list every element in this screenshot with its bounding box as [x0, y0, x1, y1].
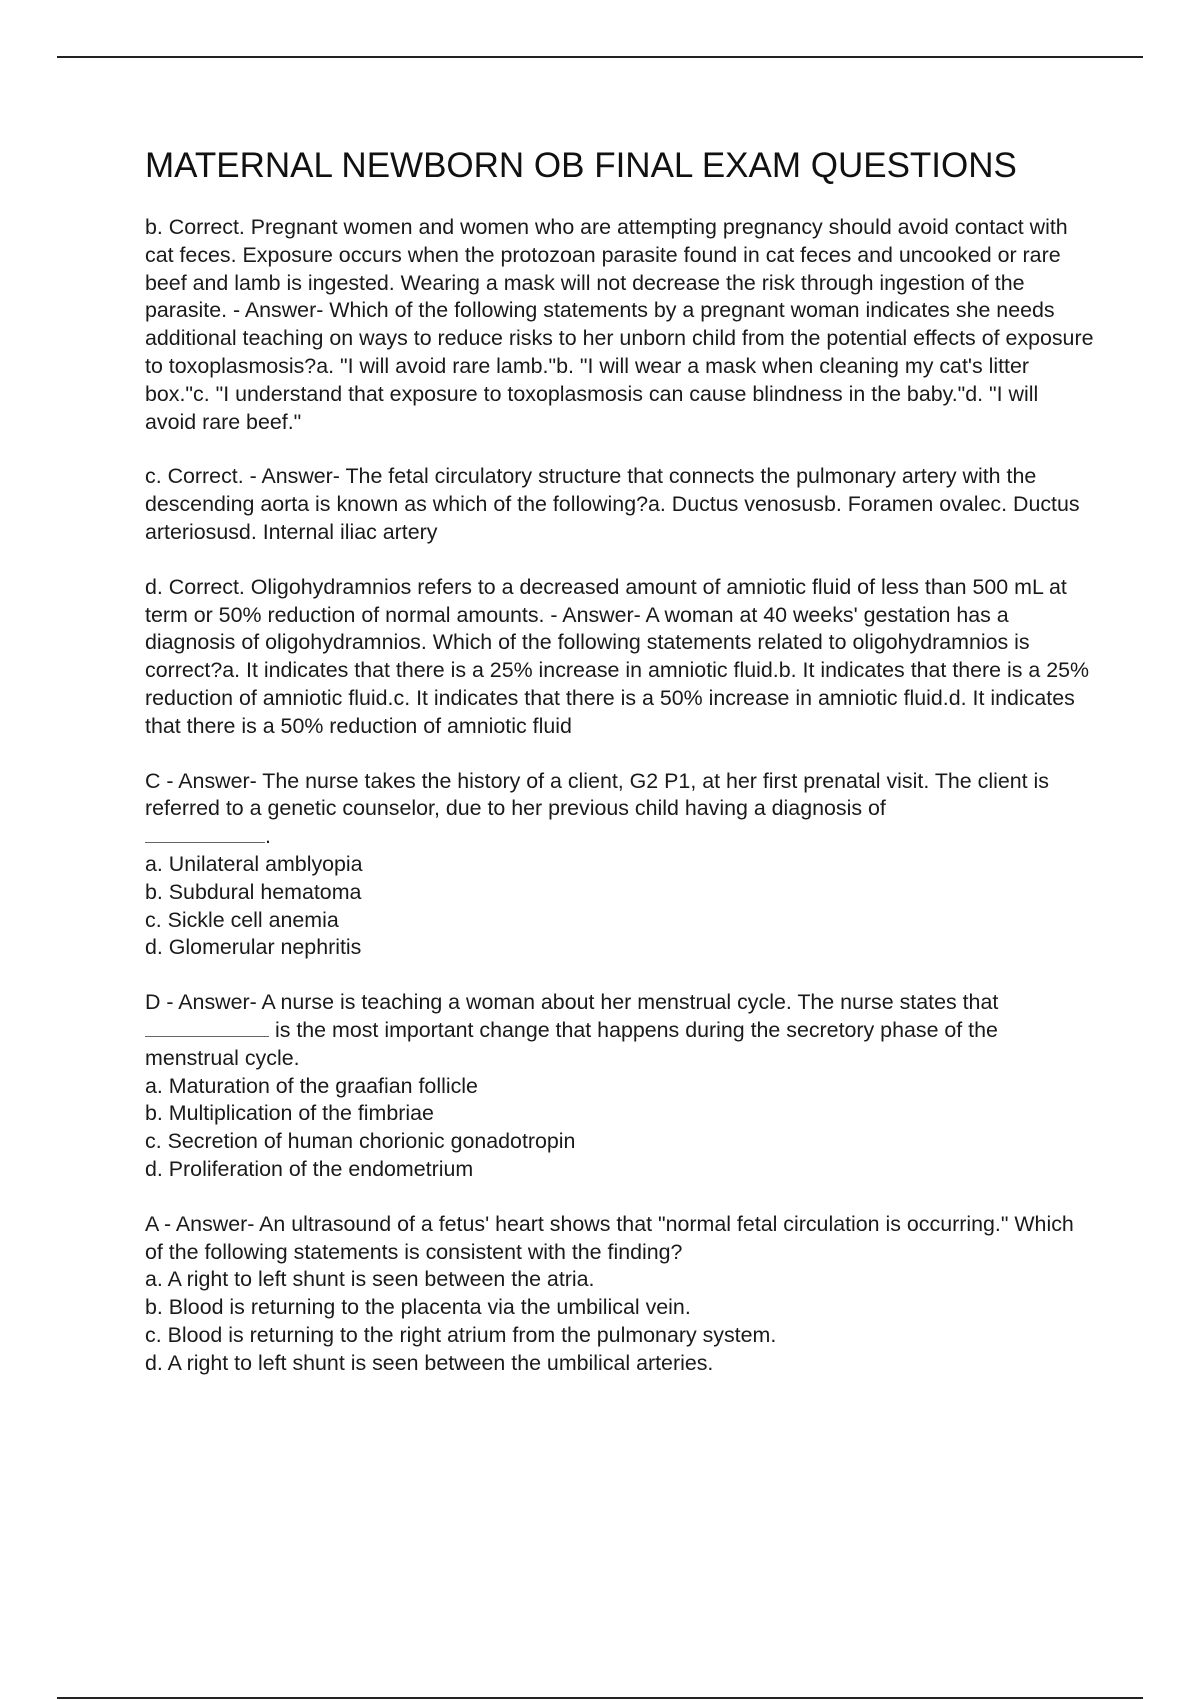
fill-in-blank — [145, 1036, 269, 1037]
qa-block-ductus — [145, 463, 1095, 546]
option-d: d. Proliferation of the endometrium — [145, 1156, 474, 1181]
qa-block-fetal-circulation — [145, 1211, 1095, 1378]
option-c: c. Sickle cell anemia — [145, 907, 339, 932]
option-b: b. Subdural hematoma — [145, 879, 362, 904]
option-c: c. Secretion of human chorionic gonadotropin — [145, 1129, 576, 1154]
option-c: c. Blood is returning to the right atrium from the pulmonary system. — [145, 1322, 777, 1347]
qa-block-toxoplasmosis — [145, 214, 1095, 436]
option-list — [145, 851, 1095, 962]
footer-rule — [57, 1697, 1143, 1699]
option-b: b. Multiplication of the fimbriae — [145, 1101, 434, 1126]
option-a: a. A right to left shunt is seen between the atria. — [145, 1267, 595, 1292]
option-a: a. Unilateral amblyopia — [145, 851, 363, 876]
option-list — [145, 1073, 1095, 1184]
option-list — [145, 1266, 1095, 1377]
qa-text — [145, 768, 1095, 851]
fill-in-blank — [145, 842, 265, 843]
qa-block-oligohydramnios — [145, 574, 1095, 741]
header-rule — [57, 56, 1143, 58]
question-text: C - Answer- The nurse takes the history of a client, G2 P1, at her first prenatal visit. The client is referred to a genetic counselor, due to her previous child having a diagnosis of — [145, 768, 1049, 821]
option-d: d. Glomerular nephritis — [145, 935, 362, 960]
option-d: d. A right to left shunt is seen between the umbilical arteries. — [145, 1350, 714, 1375]
qa-block-menstrual-cycle — [145, 989, 1095, 1184]
qa-text: c. Correct. - Answer- The fetal circulatory structure that connects the pulmonary artery with the descending aorta is known as which of the following?a. Ductus venosusb. Foramen ovalec. Ductus arteriosusd. Internal iliac artery — [145, 464, 1080, 544]
document-page — [145, 140, 1095, 1404]
question-text-before: D - Answer- A nurse is teaching a woman about her menstrual cycle. The nurse states that — [145, 990, 999, 1015]
qa-text: A - Answer- An ultrasound of a fetus' heart shows that "normal fetal circulation is occurring." Which of the following statements is consistent with the finding? — [145, 1211, 1074, 1264]
qa-block-genetic-counselor — [145, 768, 1095, 963]
qa-text — [145, 989, 1095, 1072]
document-title: MATERNAL NEWBORN OB FINAL EXAM QUESTIONS — [145, 146, 1017, 185]
question-text-after: is the most important change that happens during the secretory phase of the menstrual cycle. — [145, 1017, 998, 1070]
option-b: b. Blood is returning to the placenta via the umbilical vein. — [145, 1295, 691, 1320]
qa-text: d. Correct. Oligohydramnios refers to a decreased amount of amniotic fluid of less than 500 mL at term or 50% reduction of normal amounts. - Answer- A woman at 40 weeks' gestation has a diagnosis of oligohydramnios. Which of the following statements related to oligohydramnios is correct?a. It indicates that there is a 25% increase in amniotic fluid.b. It indicates that there is a 25% reduction of amniotic fluid.c. It indicates that there is a 50% increase in amniotic fluid.d. It indicates that there is a 50% reduction of amniotic fluid — [145, 574, 1090, 738]
qa-text: b. Correct. Pregnant women and women who are attempting pregnancy should avoid contact with cat feces. Exposure occurs when the protozoan parasite found in cat feces and uncooked or rare beef and lamb is ingested. Wearing a mask will not decrease the risk through ingestion of the parasite. - Answer- Which of the following statements by a pregnant woman indicates she needs additional teaching on ways to reduce risks to her unborn child from the potential effects of exposure to toxoplasmosis?a. "I will avoid rare lamb."b. "I will wear a mask when cleaning my cat's litter box."c. "I understand that exposure to toxoplasmosis can cause blindness in the baby."d. "I will avoid rare beef." — [145, 215, 1094, 434]
option-a: a. Maturation of the graafian follicle — [145, 1073, 478, 1098]
blank-suffix: . — [265, 824, 271, 849]
